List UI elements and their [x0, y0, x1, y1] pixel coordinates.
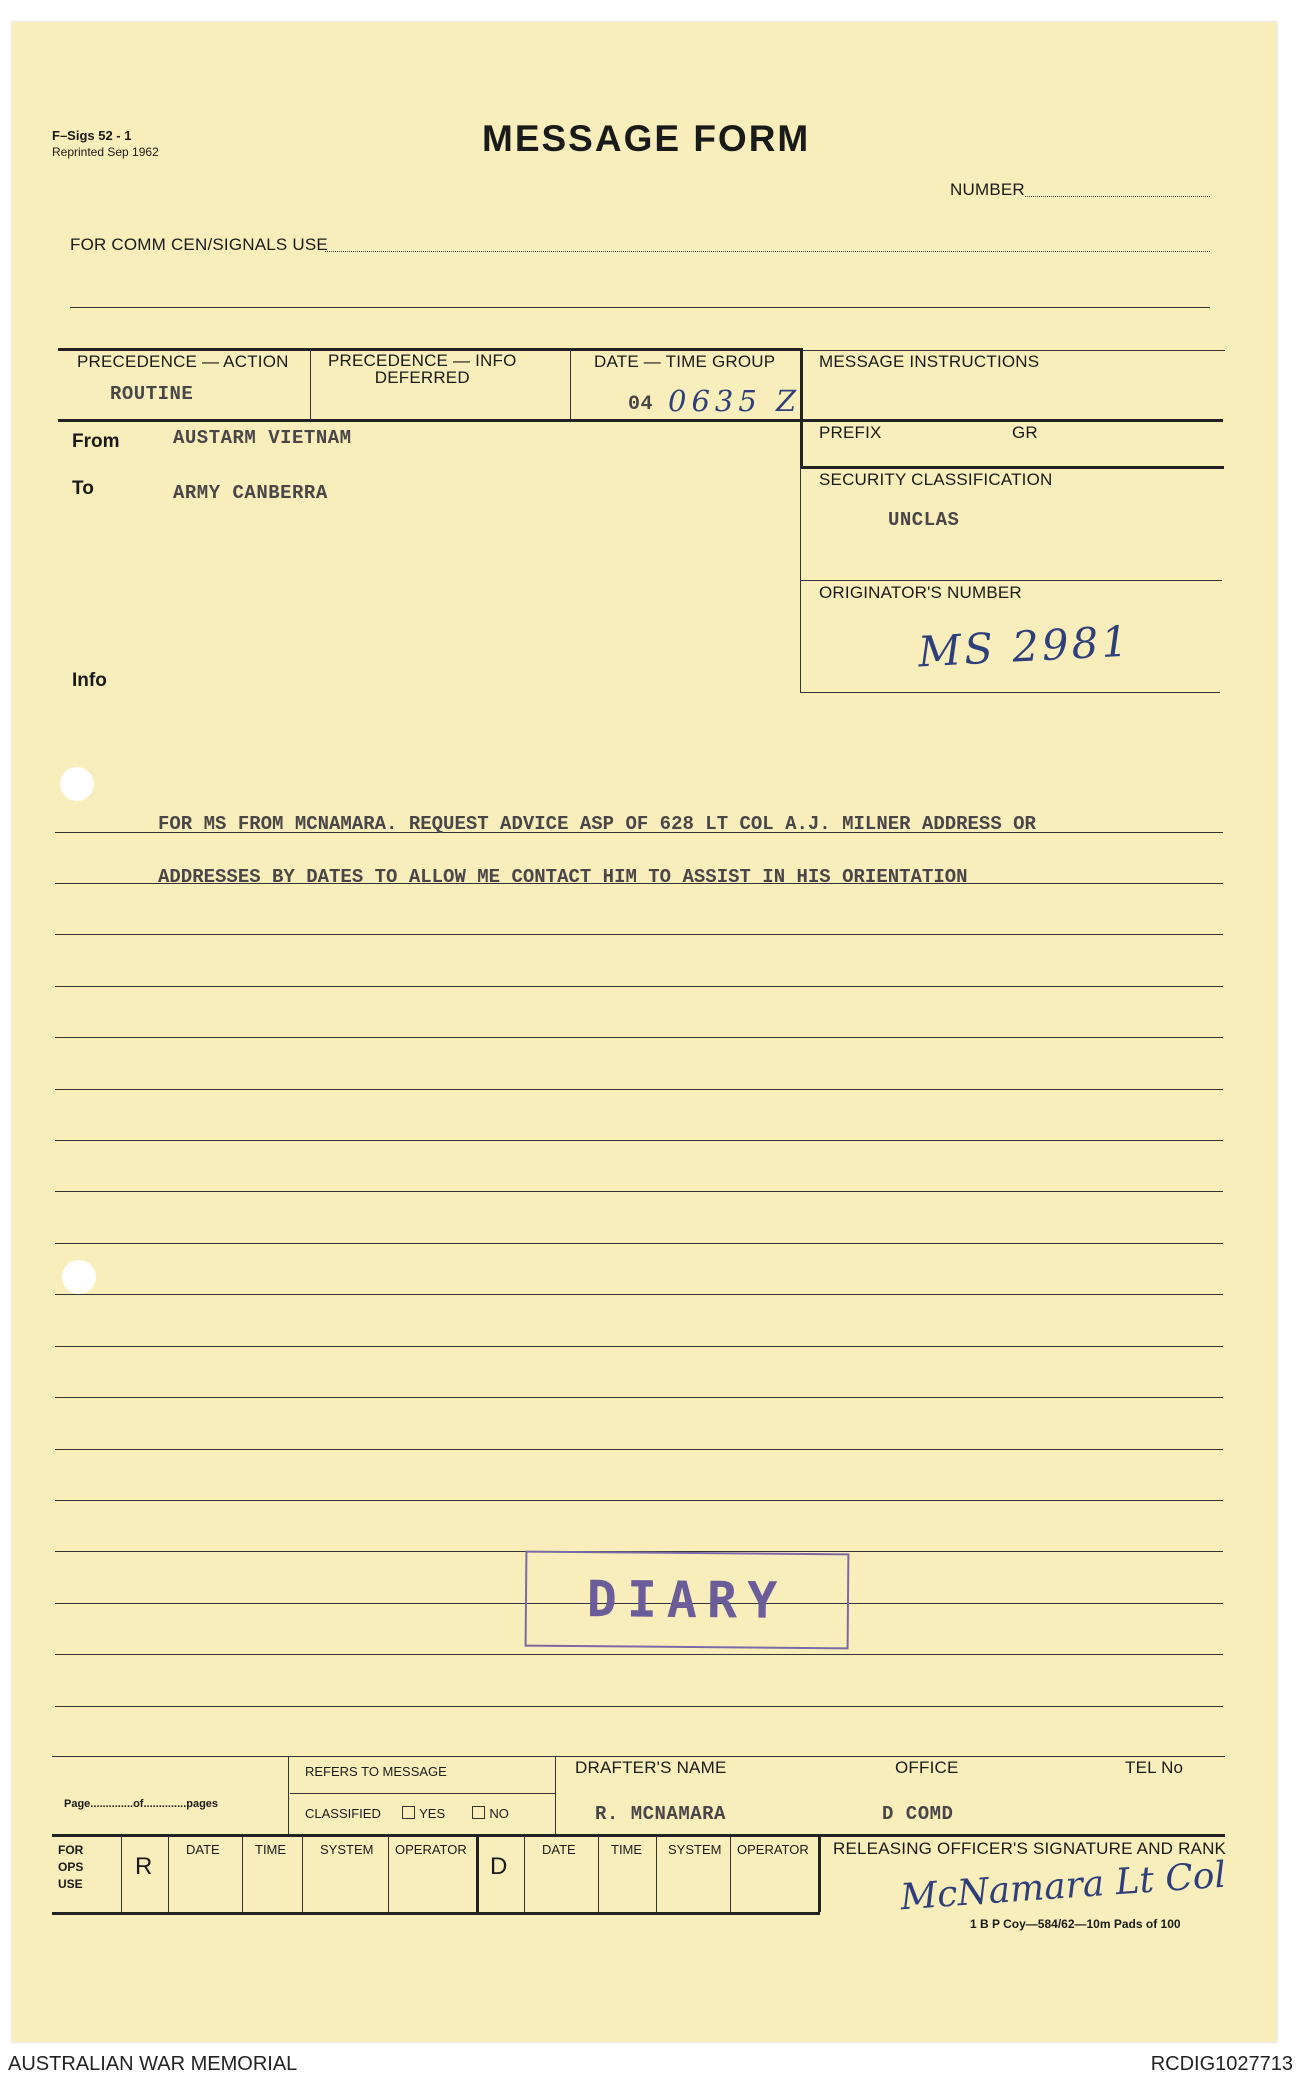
operator-label-1: OPERATOR: [395, 1842, 467, 1857]
message-form-sheet: [12, 22, 1277, 2042]
ops-divider: [524, 1836, 525, 1912]
bottom-divider-b: [555, 1757, 556, 1834]
security-classification-value: UNCLAS: [888, 509, 960, 531]
col-divider-2: [570, 350, 571, 420]
ops-divider: [168, 1836, 169, 1912]
classified-yes-checkbox[interactable]: [402, 1806, 415, 1819]
comm-cen-rule: [70, 307, 1210, 308]
message-line: [55, 1654, 1223, 1655]
form-code-line1: F–Sigs 52 - 1: [52, 128, 132, 143]
releasing-officer-signature: McNamara Lt Col: [898, 1854, 1228, 1919]
comm-cen-field: [325, 251, 1210, 252]
ops-divider: [121, 1836, 122, 1912]
precedence-info-label-text: PRECEDENCE — INFO: [328, 351, 517, 370]
drafters-name-value: R. MCNAMARA: [595, 1803, 726, 1825]
system-label-2: SYSTEM: [668, 1842, 722, 1857]
from-label: From: [72, 431, 120, 452]
message-line: [55, 1500, 1223, 1501]
gr-label: GR: [1012, 423, 1038, 442]
page-count-label: Page..............of..............pages: [64, 1798, 219, 1810]
prefix-label: PREFIX: [819, 423, 882, 442]
originator-number-value: MS 2981: [916, 616, 1133, 677]
footer-right: RCDIG1027713: [1150, 2053, 1293, 2075]
message-line: [55, 1449, 1223, 1450]
ops-divider-right: [818, 1836, 821, 1912]
precedence-info-deferred: DEFERRED: [374, 368, 470, 387]
header-top-rule-right: [803, 350, 1225, 351]
form-code-line2: Reprinted Sep 1962: [52, 145, 159, 159]
message-line: [55, 1706, 1223, 1707]
message-line: [55, 1397, 1223, 1398]
bottom-divider-a: [288, 1757, 289, 1834]
bottom-top-rule: [52, 1756, 1225, 1757]
time-label-1: TIME: [255, 1842, 287, 1857]
number-label: NUMBER: [950, 180, 1025, 199]
diary-stamp: DIARY: [525, 1551, 850, 1650]
message-instructions-label: MESSAGE INSTRUCTIONS: [819, 352, 1040, 371]
ops-divider: [656, 1836, 657, 1912]
number-field: [1025, 196, 1210, 197]
ops-label-1: FOR: [58, 1843, 84, 1857]
message-line: [55, 1089, 1223, 1090]
ops-divider: [242, 1836, 243, 1912]
r-box-label: R: [135, 1853, 153, 1880]
ops-bottom-rule: [52, 1912, 820, 1915]
col-divider-1: [310, 350, 311, 420]
dtg-typed-day: 04: [628, 393, 654, 416]
operator-label-2: OPERATOR: [737, 1842, 809, 1857]
security-bottom-rule: [800, 580, 1222, 581]
date-label-2: DATE: [542, 1842, 576, 1857]
message-line: [55, 1037, 1223, 1038]
message-text-line-2: ADDRESSES BY DATES TO ALLOW ME CONTACT HIM TO ASSIST IN HIS ORIENTATION: [158, 866, 968, 888]
punch-hole-top: [60, 767, 94, 801]
drafters-name-label: DRAFTER'S NAME: [575, 1758, 727, 1777]
security-classification-label: SECURITY CLASSIFICATION: [819, 470, 1053, 489]
d-box-label: D: [490, 1853, 508, 1880]
ops-label-3: USE: [58, 1877, 83, 1891]
precedence-action-label: PRECEDENCE — ACTION: [77, 352, 289, 371]
message-line: [55, 1191, 1223, 1192]
for-ops-use-label: [58, 1842, 83, 1893]
comm-cen-label: FOR COMM CEN/SIGNALS USE: [70, 235, 328, 254]
office-label: OFFICE: [895, 1758, 959, 1777]
date-label-1: DATE: [186, 1842, 220, 1857]
tel-no-label: TEL No: [1125, 1758, 1184, 1777]
header-mid-rule: [58, 419, 1223, 422]
dtg-label: DATE — TIME GROUP: [594, 352, 776, 371]
classified-no-label: NO: [489, 1806, 509, 1821]
form-code: [52, 128, 159, 160]
from-value: AUSTARM VIETNAM: [173, 427, 352, 449]
time-label-2: TIME: [611, 1842, 643, 1857]
releasing-officer-label: RELEASING OFFICER'S SIGNATURE AND RANK: [833, 1839, 1227, 1858]
originator-number-label: ORIGINATOR'S NUMBER: [819, 583, 1022, 602]
ops-divider: [598, 1836, 599, 1912]
ops-divider: [730, 1836, 731, 1912]
classified-row: [305, 1806, 509, 1821]
to-value: ARMY CANBERRA: [173, 482, 328, 504]
printer-line: 1 B P Coy—584/62—10m Pads of 100: [970, 1917, 1181, 1931]
classified-no-checkbox[interactable]: [472, 1806, 485, 1819]
originator-bottom-rule: [800, 692, 1220, 693]
message-line: [55, 934, 1223, 935]
ops-top-rule: [52, 1834, 1225, 1837]
to-label: To: [72, 478, 94, 499]
refers-to-message-label: REFERS TO MESSAGE: [305, 1764, 447, 1779]
system-label-1: SYSTEM: [320, 1842, 374, 1857]
office-value: D COMD: [882, 1803, 954, 1825]
right-panel-divider: [800, 466, 801, 692]
classified-label: CLASSIFIED: [305, 1806, 381, 1821]
message-line: [55, 1294, 1223, 1295]
classified-yes-label: YES: [419, 1806, 446, 1821]
page-title: MESSAGE FORM: [482, 118, 811, 159]
precedence-action-value: ROUTINE: [110, 383, 194, 405]
prefix-bottom-rule: [800, 466, 1224, 469]
footer-left: AUSTRALIAN WAR MEMORIAL: [8, 2053, 298, 2075]
message-line: [55, 1140, 1223, 1141]
precedence-info-label: [328, 352, 517, 386]
message-line: [55, 986, 1223, 987]
ops-divider-mid: [476, 1836, 479, 1912]
refers-mid-rule: [290, 1793, 555, 1794]
ops-label-2: OPS: [58, 1860, 84, 1874]
message-text-line-1: FOR MS FROM MCNAMARA. REQUEST ADVICE ASP OF 628 LT COL A.J. MILNER ADDRESS OR: [158, 813, 1036, 835]
ops-divider: [388, 1836, 389, 1912]
message-line: [55, 1243, 1223, 1244]
ops-divider: [302, 1836, 303, 1912]
message-line: [55, 1346, 1223, 1347]
punch-hole-bottom: [62, 1260, 96, 1294]
info-label: Info: [72, 670, 107, 691]
dtg-handwritten-time: 0635 Z: [668, 384, 802, 418]
